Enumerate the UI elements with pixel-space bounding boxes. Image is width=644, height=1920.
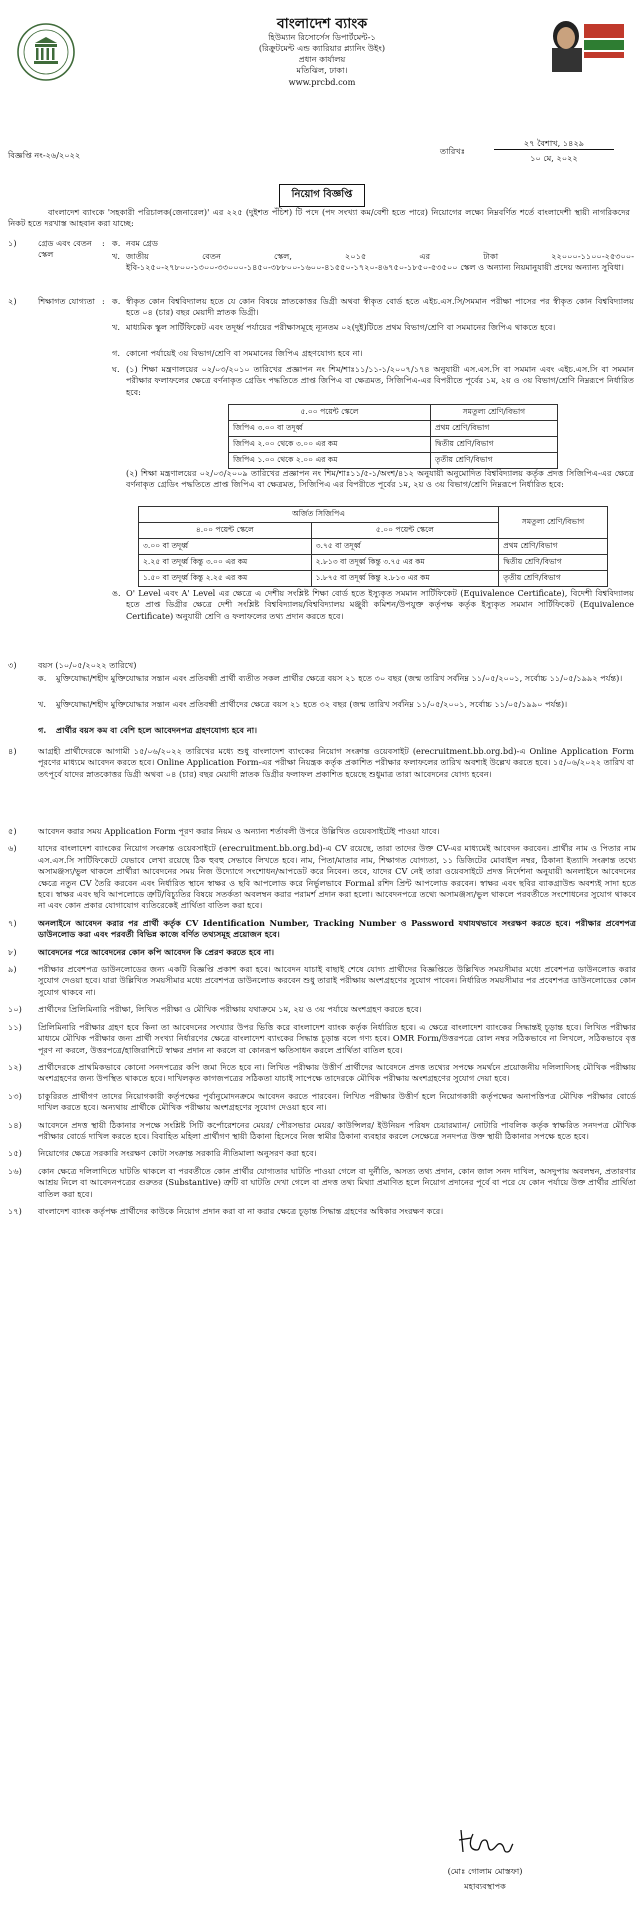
item-number: ৭) [8, 917, 17, 928]
item-2-d1: (১) শিক্ষা মন্ত্রণালয়ের ০২/০৩/২০১০ তারিখের প্রজ্ঞাপন নং শিম/শাঃ১১/১১-১/২০০৭/১৭৪ অনুযায়ী এস.এস.সি বা সমমান এবং এইচ.এস.সি বা সমমান পরীক্ষার ফলাফলের ক্ষেত্রে বর্ণনাকৃত গ্রেডিং পদ্ধতিতে প্রাপ্ত জিপিএ বা ক্ষেত্রমত, সিজিপিএ-এর বিপরীতে পূর্বের ১ম, ২য় ও ৩য় বিভাগ/শ্রেণি নিম্নরূপে নির্ধারিত হবে: [126, 364, 634, 397]
table-row [139, 571, 608, 587]
item-3-number: ৩) [8, 660, 17, 670]
item-text: যাদের বাংলাদেশ ব্যাংকের নিয়োগ সংক্রান্ত ওয়েবসাইটে (erecruitment.bb.org.bd)-এ CV রয়েছে, তারা তাদের উক্ত CV-এর মাধ্যমেই আবেদন করবেন। প্রার্থীর নাম ও পিতার নাম এস.এস.সি সার্টিফিকেটে যেভাবে লেখা রয়েছে ঠিক হুবহু সেভাবে লিখতে হবে। নাম, পিতা/মাতার নাম, শিক্ষাগত যোগ্যতা, ১১ ডিজিটের মোবাইল নম্বর, ঠিকানা ইত্যাদি সংক্রান্ত তথ্যে অসামঞ্জস্য/ভুল থাকলে প্রার্থীরা আবেদনের সময় নিজ উদ্যোগে সংশোধন/আপডেট করে নিবেন। তবে, যাদের CV নেই তারা ওয়েবসাইটে প্রদত্ত নির্দেশনা অনুযায়ী অনলাইনে আবেদনের ক্ষেত্রে নতুন CV তৈরি করবেন এবং নির্ধারিত স্থানে স্বাক্ষর ও ছবি আপলোড করে নির্ভুলভাবে Formal রশিদ প্রিন্ট আপলোড করবেন। স্বাক্ষর এবং ছবির ব্যাকগ্রাউন্ড অবশ্যই সাদা হতে হবে। স্বাক্ষর এবং ছবি আপলোডে ত্রুটি/বিচ্যুতির বিষয়ে সতর্কতা অবলম্বন করার পরামর্শ প্রদান করা হলো। আবেদনপত্রে তথ্যে অসামঞ্জস্য/ভুল থাকলে পরবর্তীতে সংশোধনের সুযোগ থাকবে না এবং কোন প্রকার যোগাযোগ ব্যতিরেকেই প্রার্থিতা বাতিল করা হবে। [38, 843, 636, 911]
item-3-a: মুক্তিযোদ্ধা/শহীদ মুক্তিযোদ্ধার সন্তান এবং প্রতিবন্ধী প্রার্থী ব্যতীত সকল প্রার্থীর ক্ষেত্রে বয়স ২১ হতে ৩০ বছর (জন্ম তারিখ সর্বনিম্ন ১১/০৫/২০০১, সর্বোচ্চ ১১/০৫/১৯৯২ পর্যন্ত)। [56, 673, 623, 683]
item-text: চাকুরিরত প্রার্থীগণ তাদের নিয়োগকারী কর্তৃপক্ষের পূর্বানুমোদনক্রমে আবেদন করতে পারবেন। লিখিত পরীক্ষার উত্তীর্ণ হলে নিয়োগকারী কর্তৃপক্ষের অনাপত্তিপত্র মৌখিক পরীক্ষার বোর্ডে দাখিল করতে হবে। অন্যথায় প্রার্থীকে মৌখিক পরীক্ষায় অংশগ্রহণের সুযোগ দেওয়া হবে না। [38, 1090, 636, 1113]
item-4 [8, 746, 636, 806]
item-2-a: স্বীকৃত কোন বিশ্ববিদ্যালয় হতে যে কোন বিষয়ে স্নাতকোত্তর ডিগ্রী অথবা স্বীকৃত বোর্ড হতে এইচ.এস.সি/সমমান পরীক্ষা পাসের পর স্বীকৃত কোন বিশ্ববিদ্যালয় হতে ০৪ (চার) বছর মেয়াদী স্নাতক ডিগ্রী। [126, 296, 634, 318]
table-header-row [139, 507, 608, 523]
item-number: ৯) [8, 964, 17, 975]
grade-table-1 [228, 404, 558, 469]
marker: খ. [38, 699, 46, 709]
table-cell: ২.২৫ বা তদূর্ধ্ব কিন্তু ৩.০০ এর কম [139, 555, 312, 571]
table-row [229, 421, 558, 437]
table-cell: জিপিএ ১.০০ থেকে ২.০০ এর কম [229, 453, 431, 469]
item-1-a: নবম গ্রেড [126, 238, 159, 248]
item-3-b: মুক্তিযোদ্ধা/শহীদ মুক্তিযোদ্ধার সন্তান এবং প্রতিবন্ধী প্রার্থীদের ক্ষেত্রে বয়স ২১ হতে ৩২ বছর (জন্ম তারিখ সর্বনিম্ন ১১/০৫/২০০১, সর্বোচ্চ ১১/০৫/১৯৯০ পর্যন্ত)। [56, 699, 568, 709]
table-cell: দ্বিতীয় শ্রেণি/বিভাগ [499, 555, 608, 571]
item-2-e: O' Level এবং A' Level এর ক্ষেত্রে এ দেশীয় সংশ্লিষ্ট শিক্ষা বোর্ড হতে ইস্যুকৃত সমমান সার্টিফিকেট (Equivalence Certificate), বিদেশী বিশ্ববিদ্যালয় হতে প্রাপ্ত ডিগ্রীর ক্ষেত্রে দেশী সংশ্লিষ্ট বিশ্ববিদ্যালয়/বিশ্ববিদ্যালয় মঞ্জুরী কমিশন/উপযুক্ত কর্তৃপক্ষ কর্তৃক ইস্যুকৃত সমমান সার্টিফিকেট (Equivalence Certificate) অনুযায়ী শ্রেণি ও ফলাফলের তথ্য প্রদান করতে হবে। [126, 588, 634, 621]
table-cell: ৩.৭৫ বা তদূর্ধ্ব [311, 539, 499, 555]
item-number: ১৬) [8, 1165, 22, 1176]
signatory-name: (মোঃ গোলাম মোস্তফা) [447, 1866, 523, 1876]
table-cell: ২.৮১৩ বা তদূর্ধ্ব কিন্তু ৩.৭৫ এর কম [311, 555, 499, 571]
item-4-number: ৪) [8, 746, 17, 756]
notice-number: বিজ্ঞপ্তি নং-২৬/২০২২ [8, 150, 81, 160]
list-item [8, 1148, 636, 1159]
marker: ক. [38, 673, 47, 683]
item-text: আবেদনের পরে আবেদনের কোন কপি আবেদন কি প্রেরণ করতে হবে না। [38, 946, 275, 957]
list-item [8, 843, 636, 911]
item-number: ৬) [8, 843, 17, 854]
table-cell: ১.৫০ বা তদূর্ধ্ব কিন্তু ২.২৫ এর কম [139, 571, 312, 587]
item-text: নিয়োগের ক্ষেত্রে সরকারি সংরক্ষণ কোটা সংক্রান্ত সরকারি নীতিমালা অনুসরণ করা হবে। [38, 1148, 317, 1159]
list-item [8, 1022, 636, 1056]
age-line: বয়স (১০/০৫/২০২২ তারিখে) [38, 660, 137, 670]
table-header-cell: ৪.০০ পয়েন্ট স্কেলে [139, 523, 312, 539]
marker: গ. [112, 348, 120, 358]
item-number: ৮) [8, 946, 17, 957]
item-1-b: জাতীয় বেতন স্কেল, ২০১৫ এর টাকা ২২০০০-১১০০-২৫৩০০-ইবি-১২৫০-২৭৮০০-১৩০০-৩৩০০০-১৪৫০-৩৮৮০০-১৬০০-৪১৫৫০-১৭২০-৪৬৭৫০-১৮৫০-৫৩৫০০ স্কেল ও অন্যান্য নিয়মানুযায়ী প্রদেয় অন্যান্য সুবিধা। [126, 251, 634, 273]
table-cell: তৃতীয় শ্রেণি/বিভাগ [430, 453, 557, 469]
item-1-label: গ্রেড এবং বেতন স্কেল [38, 238, 92, 260]
office-line: প্রধান কার্যালয় [298, 54, 346, 64]
item-number: ১৭) [8, 1205, 22, 1216]
item-number: ১২) [8, 1061, 22, 1072]
item-number: ১৪) [8, 1119, 22, 1130]
table-header-cell: ৫.০০ পয়েন্ট স্কেলে [311, 523, 499, 539]
table-row [139, 555, 608, 571]
item-2-label: শিক্ষাগত যোগ্যতা [38, 296, 95, 306]
item-3 [8, 660, 636, 740]
list-item [8, 964, 636, 998]
grade-table-2 [138, 506, 608, 587]
table-header-cell: অর্জিত সিজিপিএ [139, 507, 499, 523]
marker: ঘ. [112, 364, 120, 374]
item-text: আবেদনে প্রদত্ত স্থায়ী ঠিকানার সপক্ষে সংশ্লিষ্ট সিটি কর্পোরেশনের মেয়র/ পৌরসভার মেয়র/ কাউন্সিলর/ ইউনিয়ন পরিষদ চেয়ারম্যান/ নোটারি পাবলিক কর্তৃক স্বাক্ষরিত সনদপত্র মৌখিক পরীক্ষার বোর্ডে দাখিল করতে হবে। বিবাহিত মহিলা প্রার্থীগণ স্থায়ী ঠিকানা হিসেবে নিজ স্বামীর ঠিকানা ব্যবহার করলে সেক্ষেত্রে সনদপত্র উক্ত স্থায়ী ঠিকানার সপক্ষে হতে হবে। [38, 1119, 636, 1141]
intro-paragraph: বাংলাদেশ ব্যাংকে 'সহকারী পরিচালক(জেনারেল)' এর ২২৫ (দুইশত পঁচিশ) টি পদে (পদ সংখ্যা কম/বেশী হতে পারে) নিয়োগের লক্ষ্যে নিম্নবর্ণিত শর্তে বাংলাদেশী স্থায়ী নাগরিকদের নিকট হতে দরখাস্ত আহবান করা যাচ্ছে: [8, 207, 630, 229]
address-line: মতিঝিল, ঢাকা। [296, 65, 348, 75]
item-number: ১১) [8, 1021, 22, 1032]
marker: ক. [112, 238, 121, 248]
item-text: বাংলাদেশ ব্যাংক কর্তৃপক্ষ প্রার্থীদের কাউকে নিয়োগ প্রদান করা বা না করার ক্ষেত্রে চূড়ান্ত সিদ্ধান্ত গ্রহণের অধিকার সংরক্ষণ করে। [38, 1205, 444, 1216]
table-cell: জিপিএ ২.০০ থেকে ৩.০০ এর কম [229, 437, 431, 453]
item-3-c: প্রার্থীর বয়স কম বা বেশি হলে আবেদনপত্র গ্রহণযোগ্য হবে না। [56, 725, 258, 735]
item-2-d2: (২) শিক্ষা মন্ত্রণালয়ের ০২/০৩/২০০৯ তারিখের প্রজ্ঞাপন নং শিম/শাঃ১১/৫-১/অংশ/৪১২ অনুযায়ী অনুমোদিত বিশ্ববিদ্যালয় কর্তৃক প্রদত্ত সিজিপিএ-এর ক্ষেত্রে বর্ণনাকৃত গ্রেডিং পদ্ধতিতে প্রাপ্ত জিপিএ বা ক্ষেত্রমত, সিজিপিএ এর বিপরীতে পূর্বের ১ম, ২য় ও ৩য় বিভাগ/শ্রেণি নিম্নরূপে নির্ধারিত হবে: [126, 468, 634, 490]
marker: ঙ. [112, 588, 121, 598]
marker: খ. [112, 322, 120, 332]
item-2-c: কোনো পর্যায়েই ৩য় বিভাগ/শ্রেণি বা সমমানের জিপিএ গ্রহণযোগ্য হবে না। [126, 348, 363, 358]
title-wrap [0, 182, 644, 207]
item-1 [8, 238, 636, 294]
item-text: প্রিলিমিনারি পরীক্ষার গ্রহণ হবে কিনা তা আবেদনের সংখ্যার উপর ভিত্তি করে বাংলাদেশ ব্যাংক কর্তৃক নির্ধারিত হবে। এ ক্ষেত্রে বাংলাদেশ ব্যাংকের সিদ্ধান্তই চূড়ান্ত হবে। লিখিত পরীক্ষার মাধ্যমে মৌখিক পরীক্ষার জন্য প্রার্থী সংখ্যা নির্ধারণের ক্ষেত্রে বাংলাদেশ ব্যাংকের সিদ্ধান্ত চূড়ান্ত বলে গণ্য হবে। OMR Form/উত্তরপত্রে রোল নম্বর সঠিকভাবে না লিখলে, সঠিকভাবে বৃত্ত পূরণ না করলে, উত্তরপত্রে/হাজিরাশিটে স্বাক্ষর প্রদান না করলে বা কোনরূপ ক্ষতিসাধন করলে প্রার্থিতা বাতিল হবে। [38, 1021, 636, 1055]
date-label: তারিখঃ [440, 146, 466, 156]
signatory-designation: মহাব্যবস্থাপক [464, 1881, 506, 1891]
item-text: অনলাইনে আবেদন করার পর প্রার্থী কর্তৃক CV Identification Number, Tracking Number ও Password যথাযথভাবে সংরক্ষণ করতে হবে। পরীক্ষার প্রবেশপত্র ডাউনলোড করা এবং পরবর্তী বিভিন্ন কাজে বর্ণিত তথ্যসমূহ প্রয়োজন হবে। [38, 917, 636, 940]
list-item [8, 1004, 636, 1015]
item-number: ৫) [8, 826, 17, 836]
table-row [139, 539, 608, 555]
list-item [8, 918, 636, 941]
item-2 [8, 296, 636, 716]
table-cell: তৃতীয় শ্রেণি/বিভাগ [499, 571, 608, 587]
list-item [8, 1206, 636, 1217]
signature-mark [455, 1826, 515, 1858]
table-cell: জিপিএ ৩.০০ বা তদূর্ধ্ব [229, 421, 431, 437]
list-item [8, 1091, 636, 1114]
item-text: প্রার্থীদের প্রিলিমিনারি পরীক্ষা, লিখিত পরীক্ষা ও মৌখিক পরীক্ষায় যথাক্রমে ১ম, ২য় ও ৩য় পর্যায়ে অংশগ্রহণ করতে হবে। [38, 1004, 422, 1015]
marker: ক. [112, 296, 121, 306]
colon: : [102, 296, 105, 306]
bank-name: বাংলাদেশ ব্যাংক [276, 16, 368, 32]
item-1-number: ১) [8, 238, 17, 248]
website-line: www.prcbd.com [288, 77, 356, 87]
table-cell: ৩.০০ বা তদূর্ধ্ব [139, 539, 312, 555]
page-title: নিয়োগ বিজ্ঞপ্তি [279, 184, 366, 207]
item-number: ১০) [8, 1004, 22, 1015]
item-2-b: মাধ্যমিক স্কুল সার্টিফিকেট এবং তদূর্ধ্ব পর্যায়ের পরীক্ষাসমূহে ন্যূনতম ০২(দুই)টিতে প্রথম বিভাগ/শ্রেণি বা সমমানের জিপিএ থাকতে হবে। [126, 322, 556, 332]
table-header-cell: ৫.০০ পয়েন্ট স্কেলে [229, 405, 431, 421]
department-line: হিউম্যান রিসোর্সেস ডিপার্টমেন্ট-১ [268, 32, 376, 42]
item-2-number: ২) [8, 296, 17, 306]
date-bangla: ২৭ বৈশাখ, ১৪২৯ [494, 138, 614, 150]
item-text: আবেদন করার সময় Application Form পূরণ করার নিয়ম ও অন্যান্য শর্তাবলী উপরে উল্লিখিত ওয়েবসাইটেই পাওয়া যাবে। [38, 826, 440, 836]
item-text: পরীক্ষার প্রবেশপত্র ডাউনলোডের জন্য একটি বিজ্ঞপ্তি প্রকাশ করা হবে। আবেদন যাচাই বাছাই শেষে যোগ্য প্রার্থীদের বিজ্ঞপ্তিতে উল্লিখিত সময়সীমার মধ্যে প্রবেশপত্র ডাউনলোড করার সুযোগ দেওয়া হবে। যারা উল্লিখিত সময়সীমার মধ্যে প্রবেশপত্র ডাউনলোড করবেন শুধু তারাই পরীক্ষায় অংশগ্রহণের সুযোগ পাবেন। নির্ধারিত সময়সীমার পর প্রবেশপত্র ডাউনলোডের কোন সুযোগ থাকবে না। [38, 964, 636, 997]
list-item [8, 1120, 636, 1143]
table-cell: প্রথম শ্রেণি/বিভাগ [499, 539, 608, 555]
table-cell: দ্বিতীয় শ্রেণি/বিভাগ [430, 437, 557, 453]
marker: গ. [38, 725, 47, 735]
table-row [229, 437, 558, 453]
item-number: ১৫) [8, 1148, 22, 1159]
item-number: ১৩) [8, 1090, 22, 1101]
numbered-items [8, 826, 636, 1223]
table-cell: ১.৮৭৫ বা তদূর্ধ্ব কিন্তু ২.৮১৩ এর কম [311, 571, 499, 587]
list-item [8, 1166, 636, 1200]
list-item [8, 826, 636, 837]
table-header-row [229, 405, 558, 421]
list-item [8, 947, 636, 958]
table-row [229, 453, 558, 469]
list-item [8, 1062, 636, 1085]
wing-line: (রিক্রুটমেন্ট এন্ড ক্যারিয়ার প্ল্যানিং উইং) [258, 43, 386, 53]
table-cell: প্রথম শ্রেণি/বিভাগ [430, 421, 557, 437]
item-text: কোন ক্ষেত্রে দলিলাদিতে ঘাটতি থাকলে বা পরবর্তীতে কোন প্রার্থীর যোগ্যতার ঘাটতি পাওয়া গেলে বা দুর্নীতি, অসত্য তথ্য প্রদান, কোন জাল সনদ দাখিল, অসদুপায় অবলম্বন, প্রতারণার আশ্রয় নিলে বা আবেদনপত্রের গুরুতর (Substantive) ত্রুটি বা ঘাটতি দেখা গেলে বা প্রদত্ত তথ্য মিথ্যা প্রমাণিত হলে নিয়োগ প্রদানের পূর্বে বা পরে যে কোন পর্যায়ে উক্ত প্রার্থীর প্রার্থিতা বাতিল করা হবে। [38, 1165, 636, 1199]
item-4-text: আগ্রহী প্রার্থীদেরকে আগামী ১৫/০৬/২০২২ তারিখের মধ্যে শুধু বাংলাদেশ ব্যাংকের নিয়োগ সংক্রান্ত ওয়েবসাইট (erecruitment.bb.org.bd)-এ Online Application Form পূরণের মাধ্যমে আবেদন করতে হবে। Online Application Form-এর পরীক্ষা নিয়ন্ত্রক কর্তৃক প্রকাশিত পরীক্ষার ফলাফলের তারিখ অবশ্যই উল্লেখ করতে হবে। ১৫/০৬/২০২২ তারিখ বা তৎপূর্বে যাদের স্নাতকোত্তর ডিগ্রী অথবা ০৪ (চার) বছর মেয়াদী স্নাতক ডিগ্রীর ফলাফল প্রকাশিত হয়েছে শুধুমাত্র তারা আবেদনের যোগ্য হবেন। [38, 746, 634, 779]
table-header-cell: সমতুল্য শ্রেণি/বিভাগ [499, 507, 608, 539]
marker: খ. [112, 251, 120, 261]
table-header-cell: সমতুল্য শ্রেণি/বিভাগ [430, 405, 557, 421]
item-text: প্রার্থীদেরকে প্রাথমিকভাবে কোনো সনদপত্রের কপি জমা দিতে হবে না। লিখিত পরীক্ষায় উত্তীর্ণ প্রার্থীদের আবেদনে প্রদত্ত তথ্যের সপক্ষে সমর্থনে প্রয়োজনীয় দলিলাদিসহ মৌখিক পরীক্ষায় অংশগ্রহণের জন্য উপস্থিত থাকতে হবে। দাখিলকৃত কাগজপত্রের সঠিকতা যাচাই সাপেক্ষে তাদেরকে মৌখিক পরীক্ষায় অংশগ্রহণের সুযোগ দেয়া হবে। [38, 1061, 636, 1084]
colon: : [102, 238, 105, 248]
date-english: ১০ মে, ২০২২ [530, 153, 578, 163]
